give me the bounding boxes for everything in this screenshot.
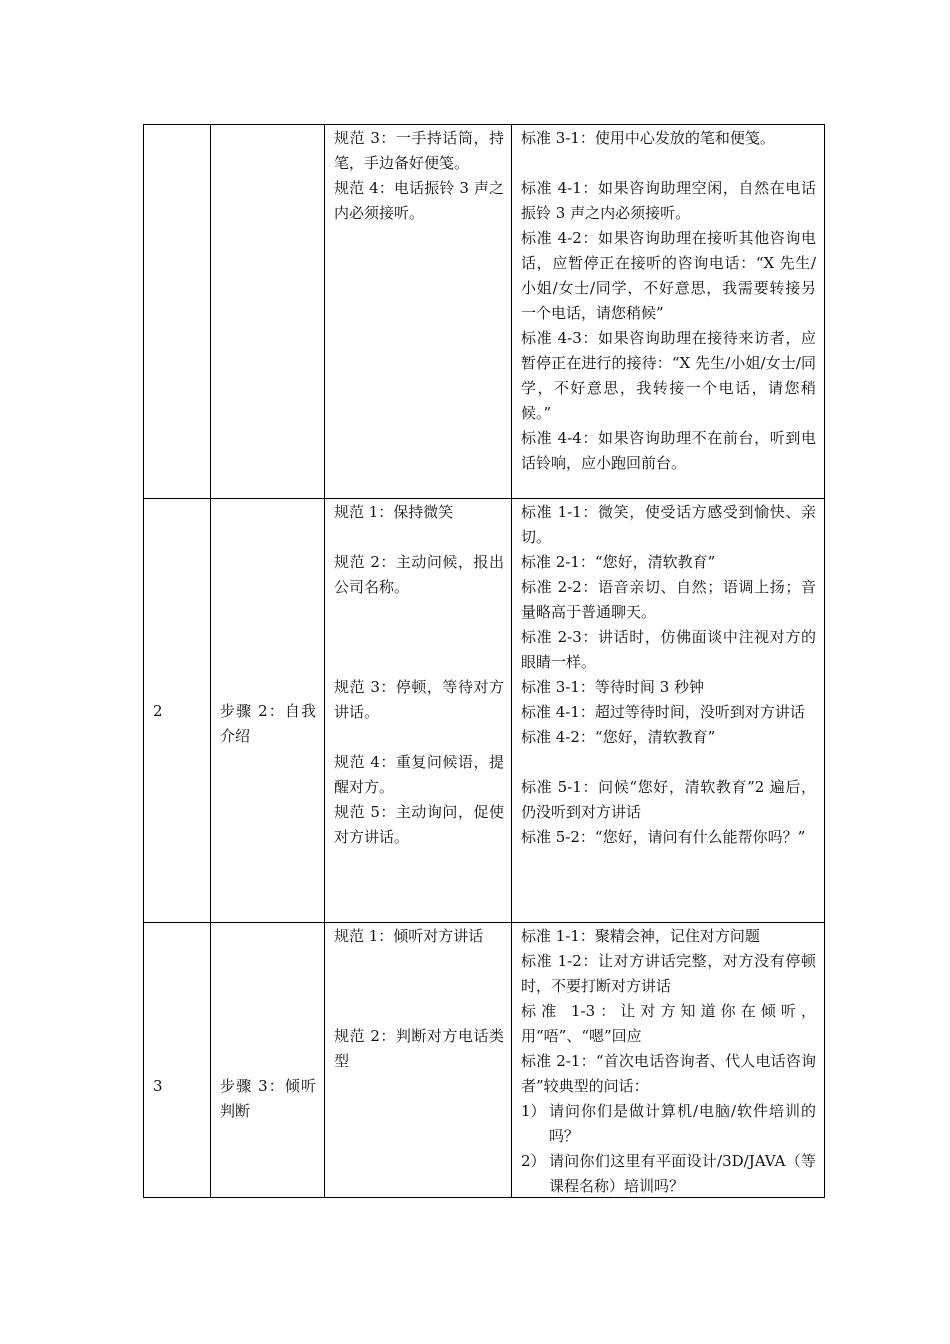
- standard-text: 标准 1-1：聚精会神，记住对方问题: [521, 927, 760, 945]
- row-1-norms-cell: [334, 126, 504, 226]
- row-3-step: 步骤 3：倾听判断: [220, 1077, 316, 1120]
- standard-text: 标准 4-3：如果咨询助理在接待来访者，应暂停正在进行的接待：“X 先生/小姐/女士/同学，不好意思，我转接一个电话，请您稍候。”: [521, 329, 816, 422]
- standard-text: 标准 4-1：如果咨询助理空闲，自然在电话振铃 3 声之内必须接听。: [521, 179, 816, 222]
- row-2-step: 步骤 2：自我介绍: [220, 702, 316, 745]
- standard-text: 标准 2-2：语音亲切、自然；语调上扬；音量略高于普通聊天。: [521, 578, 816, 621]
- row-2-norms-cell: [334, 500, 504, 850]
- standard-text: 标准 2-3：讲话时，仿佛面谈中注视对方的眼睛一样。: [521, 628, 816, 671]
- standard-text: 标准 4-4：如果咨询助理不在前台，听到电话铃响，应小跑回前台。: [521, 429, 816, 472]
- list-item-text: 请问你们是做计算机/电脑/软件培训的吗？: [549, 1102, 816, 1145]
- standard-text: 标准 4-1：超过等待时间，没听到对方讲话: [521, 703, 805, 721]
- list-item-number: 2）: [521, 1152, 546, 1170]
- standard-text: 标准 1-3：让对方知道你在倾听，用“唔”、“嗯”回应: [521, 1002, 816, 1045]
- standard-text: 标准 3-1：等待时间 3 秒钟: [521, 678, 705, 696]
- row-3-standards-cell: [521, 924, 816, 1199]
- row-2-standards-cell: [521, 500, 816, 850]
- norm-text: 规范 2：判断对方电话类型: [334, 1027, 504, 1070]
- standard-text: 标准 2-1：“首次电话咨询者、代人电话咨询者”较典型的问话：: [521, 1052, 816, 1095]
- procedure-table: [143, 124, 825, 1198]
- norm-text: 规范 3：停顿，等待对方讲话。: [334, 678, 504, 721]
- standard-text: 标准 1-1：微笑，使受话方感受到愉快、亲切。: [521, 503, 816, 546]
- row-2-number: 2: [153, 702, 163, 720]
- standard-text: 标准 3-1：使用中心发放的笔和便笺。: [521, 129, 775, 147]
- row-3-norms-cell: [334, 924, 504, 1074]
- list-item: [521, 1099, 816, 1149]
- norm-text: 规范 1：保持微笑: [334, 503, 454, 521]
- norm-text: 规范 2：主动问候，报出公司名称。: [334, 553, 504, 596]
- standard-text: 标准 1-2：让对方讲话完整，对方没有停顿时，不要打断对方讲话: [521, 952, 816, 995]
- norm-text: 规范 5：主动询问，促使对方讲话。: [334, 803, 504, 846]
- standard-text: 标准 4-2：如果咨询助理在接听其他咨询电话，应暂停正在接听的咨询电话：“X 先生/小姐/女士/同学，不好意思，我需要转接另一个电话，请您稍候”: [521, 229, 816, 322]
- list-item: [521, 1149, 816, 1199]
- standard-text: 标准 5-2：“您好，请问有什么能帮你吗？”: [521, 828, 806, 846]
- norm-text: 规范 3：一手持话筒，持笔，手边备好便笺。: [334, 129, 504, 172]
- norm-text: 规范 1：倾听对方讲话: [334, 927, 484, 945]
- norm-text: 规范 4：电话振铃 3 声之内必须接听。: [334, 179, 504, 222]
- standard-text: 标准 2-1：“您好，清软教育”: [521, 553, 716, 571]
- standard-text: 标准 4-2：“您好，清软教育”: [521, 728, 716, 746]
- list-item-number: 1）: [521, 1102, 546, 1120]
- row-3-number: 3: [153, 1077, 163, 1095]
- standard-text: 标准 5-1：问候“您好，清软教育”2 遍后，仍没听到对方讲话: [521, 778, 816, 821]
- norm-text: 规范 4：重复问候语，提醒对方。: [334, 753, 504, 796]
- list-item-text: 请问你们这里有平面设计/3D/JAVA（等课程名称）培训吗？: [549, 1152, 816, 1195]
- row-1-standards-cell: [521, 126, 816, 476]
